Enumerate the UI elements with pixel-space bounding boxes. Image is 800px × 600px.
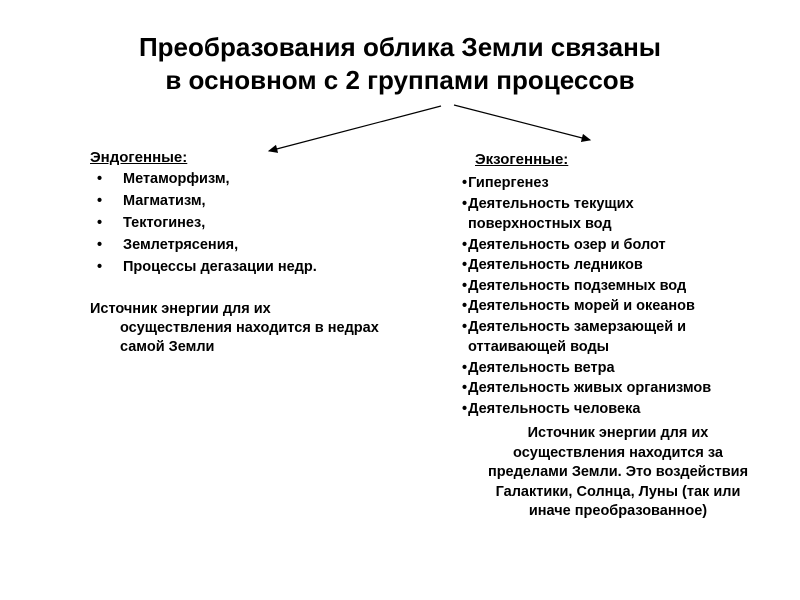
list-item bbox=[462, 194, 774, 215]
list-item-label: поверхностных вод bbox=[468, 216, 612, 232]
list-item bbox=[462, 296, 774, 317]
list-item-label: Деятельность замерзающей и bbox=[468, 318, 687, 335]
note-line: осуществления находится за bbox=[513, 444, 723, 461]
exogenous-section bbox=[462, 150, 774, 522]
bullet-icon: • bbox=[462, 195, 468, 212]
list-item-label: Землетрясения, bbox=[123, 237, 239, 253]
list-item bbox=[462, 317, 774, 338]
bullet-icon: • bbox=[97, 259, 103, 275]
list-item bbox=[462, 173, 774, 194]
bullet-icon: • bbox=[462, 318, 468, 335]
list-item bbox=[462, 235, 774, 256]
bullet-icon: • bbox=[462, 277, 468, 294]
list-item-label: Деятельность озер и болот bbox=[468, 236, 666, 253]
endogenous-header: Эндогенные: bbox=[90, 149, 188, 166]
note-line: иначе преобразованное) bbox=[528, 503, 708, 519]
exogenous-note bbox=[462, 424, 774, 522]
right-arrow bbox=[454, 105, 590, 140]
note-line: осуществления находится в недрах bbox=[120, 320, 379, 336]
bullet-icon: • bbox=[462, 236, 468, 253]
list-item-label: Деятельность живых организмов bbox=[468, 380, 712, 396]
note-line: Источник энергии для их bbox=[90, 301, 271, 317]
endogenous-section bbox=[90, 148, 420, 357]
list-item-label: Деятельность ледников bbox=[468, 257, 643, 273]
list-item bbox=[90, 234, 420, 256]
list-item bbox=[90, 168, 420, 190]
bullet-icon: • bbox=[462, 380, 468, 396]
list-item bbox=[90, 212, 420, 234]
bullet-icon: • bbox=[462, 257, 468, 273]
list-item bbox=[462, 276, 774, 297]
bullet-icon: • bbox=[462, 400, 468, 417]
list-item-label: Магматизм, bbox=[123, 193, 206, 209]
list-item-label: Метаморфизм, bbox=[123, 171, 230, 187]
list-item-label: Деятельность текущих bbox=[468, 195, 634, 212]
title-line-1: Преобразования облика Земли связаны bbox=[138, 32, 662, 62]
note-line: Галактики, Солнца, Луны (так или bbox=[495, 483, 741, 500]
bullet-icon: • bbox=[462, 298, 468, 314]
list-item bbox=[90, 256, 420, 278]
list-item-label: Процессы дегазации недр. bbox=[123, 259, 317, 275]
list-item-label: Деятельность ветра bbox=[468, 359, 615, 376]
list-item bbox=[462, 378, 774, 399]
note-line: пределами Земли. Это воздействия bbox=[487, 464, 749, 480]
left-arrow bbox=[269, 106, 441, 151]
list-item-label: оттаивающей воды bbox=[468, 339, 610, 355]
list-item-label: Тектогинез, bbox=[123, 215, 206, 231]
title-line-2: в основном с 2 группами процессов bbox=[165, 65, 635, 95]
bullet-icon: • bbox=[97, 193, 103, 209]
list-item bbox=[462, 399, 774, 420]
bullet-icon: • bbox=[97, 215, 103, 231]
list-item bbox=[462, 255, 774, 276]
endogenous-list bbox=[90, 168, 420, 278]
bullet-icon: • bbox=[462, 359, 468, 376]
bullet-icon: • bbox=[97, 171, 103, 187]
exogenous-header: Экзогенные: bbox=[475, 151, 569, 168]
list-item bbox=[462, 358, 774, 379]
list-item-label: Деятельность морей и океанов bbox=[468, 298, 695, 314]
list-item-label: Деятельность человека bbox=[468, 400, 641, 417]
list-item-label: Деятельность подземных вод bbox=[468, 277, 687, 294]
note-line: самой Земли bbox=[120, 339, 215, 355]
list-item-continuation bbox=[462, 337, 774, 358]
list-item bbox=[90, 190, 420, 212]
exogenous-list bbox=[462, 173, 774, 419]
endogenous-note bbox=[90, 300, 420, 357]
note-line: Источник энергии для их bbox=[527, 425, 709, 441]
list-item-label: Гипергенез bbox=[468, 175, 549, 191]
page-title bbox=[0, 31, 800, 97]
bullet-icon: • bbox=[97, 237, 103, 253]
list-item-continuation bbox=[462, 214, 774, 235]
bullet-icon: • bbox=[462, 175, 468, 191]
